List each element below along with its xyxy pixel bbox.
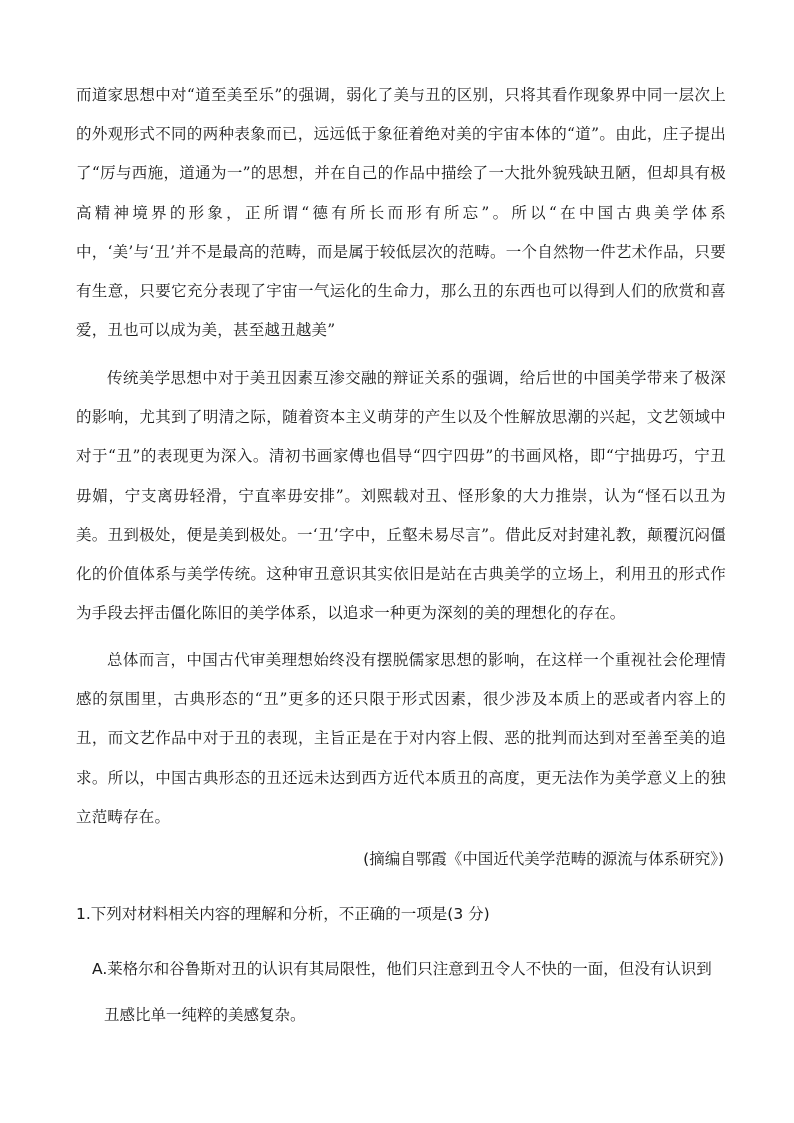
- source-citation: (摘编自鄂霞《中国近代美学范畴的源流与体系研究》): [363, 850, 724, 868]
- question-stem: 1.下列对材料相关内容的理解和分析，不正确的一项是(3 分): [76, 905, 490, 923]
- option-a-line-1: A.莱格尔和谷鲁斯对丑的认识有其局限性，他们只注意到丑令人不快的一面，但没有认识到: [92, 960, 712, 978]
- option-a: [92, 946, 728, 1038]
- option-a-line-2: 丑感比单一纯粹的美感复杂。: [104, 1006, 306, 1024]
- article-paragraph-1: 而道家思想中对“道至美至乐”的强调，弱化了美与丑的区别，只将其看作现象界中同一层次上的外观形式不同的两种表象而已，远远低于象征着绝对美的宇宙本体的“道”。由此，庄子提出了“厉与西施，道通为一”的思想，并在自己的作品中描绘了一大批外貌残缺丑陋，但却具有极高精神境界的形象，正所谓“德有所长而形有所忘”。所以“在中国古典美学体系中，‘美’与‘丑’并不是最高的范畴，而是属于较低层次的范畴。一个自然物一件艺术作品，只要有生意，只要它充分表现了宇宙一气运化的生命力，那么丑的东西也可以得到人们的欣赏和喜爱，丑也可以成为美，甚至越丑越美”: [76, 86, 726, 340]
- article-paragraph-2: 传统美学思想中对于美丑因素互渗交融的辩证关系的强调，给后世的中国美学带来了极深的影响，尤其到了明清之际，随着资本主义萌芽的产生以及个性解放思潮的兴起，文艺领域中对于“丑”的表现更为深入。清初书画家傅也倡导“四宁四毋”的书画风格，即“宁拙毋巧，宁丑毋媚，宁支离毋轻滑，宁直率毋安排”。刘熙载对丑、怪形象的大力推崇，认为“怪石以丑为美。丑到极处，便是美到极处。一‘丑’字中，丘壑未易尽言”。借此反对封建礼教，颠覆沉闷僵化的价值体系与美学传统。这种审丑意识其实依旧是站在古典美学的立场上，利用丑的形式作为手段去抨击僵化陈旧的美学体系，以追求一种更为深刻的美的理想化的存在。: [76, 369, 726, 623]
- article-paragraph-3: 总体而言，中国古代审美理想始终没有摆脱儒家思想的影响，在这样一个重视社会伦理情感的氛围里，古典形态的“丑”更多的还只限于形式因素，很少涉及本质上的恶或者内容上的丑，而文艺作品中对于丑的表现，主旨正是在于对内容上假、恶的批判而达到对至善至美的追求。所以，中国古典形态的丑还远未达到西方近代本质丑的高度，更无法作为美学意义上的独立范畴存在。: [76, 651, 726, 826]
